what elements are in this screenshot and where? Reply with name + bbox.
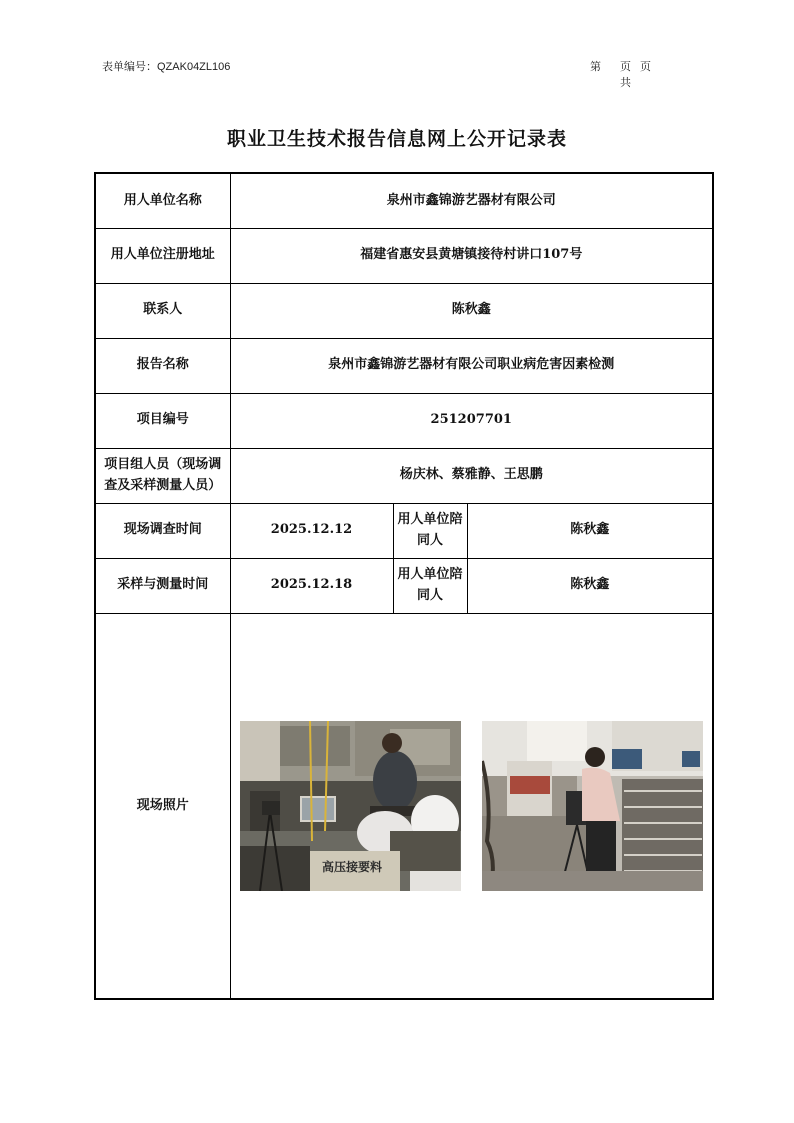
label-project-members: 项目组人员（现场调查及采样测量人员） xyxy=(95,448,230,503)
value-employer-name: 泉州市鑫锦游艺器材有限公司 xyxy=(230,173,713,228)
value-project-members: 杨庆林、蔡雅静、王思鹏 xyxy=(230,448,713,503)
label-sampling-escort: 用人单位陪同人 xyxy=(393,558,467,613)
page-suffix: 页 xyxy=(640,61,651,73)
record-table xyxy=(94,172,714,1000)
label-contact: 联系人 xyxy=(95,283,230,338)
page-prefix: 第 xyxy=(590,61,601,73)
row-registered-address xyxy=(95,228,713,283)
value-site-survey-escort: 陈秋鑫 xyxy=(467,503,713,558)
value-registered-address: 福建省惠安县黄塘镇接待村讲口107号 xyxy=(230,228,713,283)
value-sampling-escort: 陈秋鑫 xyxy=(467,558,713,613)
page-mid: 页 共 xyxy=(620,61,631,89)
row-site-photos xyxy=(95,613,713,999)
sign-text: 高压接要料 xyxy=(321,859,382,874)
value-site-survey-date: 2025.12.12 xyxy=(230,503,393,558)
document-title: 职业卫生技术报告信息网上公开记录表 xyxy=(226,128,567,150)
row-project-number xyxy=(95,393,713,448)
value-project-number: 251207701 xyxy=(230,393,713,448)
label-employer-name: 用人单位名称 xyxy=(95,173,230,228)
label-report-name: 报告名称 xyxy=(95,338,230,393)
value-sampling-date: 2025.12.18 xyxy=(230,558,393,613)
site-photo-sampling-image xyxy=(482,721,703,891)
value-report-name: 泉州市鑫锦游艺器材有限公司职业病危害因素检测 xyxy=(230,338,713,393)
page-counter xyxy=(590,58,676,90)
site-photo-sampling xyxy=(482,721,703,891)
row-contact xyxy=(95,283,713,338)
label-site-photos: 现场照片 xyxy=(95,613,230,999)
row-report-name xyxy=(95,338,713,393)
site-photo-workshop xyxy=(240,721,461,891)
row-sampling xyxy=(95,558,713,613)
label-project-number: 项目编号 xyxy=(95,393,230,448)
label-sampling: 采样与测量时间 xyxy=(95,558,230,613)
row-employer-name xyxy=(95,173,713,228)
label-site-survey: 现场调查时间 xyxy=(95,503,230,558)
value-contact: 陈秋鑫 xyxy=(230,283,713,338)
site-photo-workshop-image xyxy=(240,721,461,891)
form-number: 表单编号：QZAK04ZL106 xyxy=(102,61,231,73)
label-site-survey-escort: 用人单位陪同人 xyxy=(393,503,467,558)
label-registered-address: 用人单位注册地址 xyxy=(95,228,230,283)
site-photos-cell xyxy=(230,613,713,999)
row-project-members xyxy=(95,448,713,503)
row-site-survey xyxy=(95,503,713,558)
photo-gallery xyxy=(235,721,709,891)
